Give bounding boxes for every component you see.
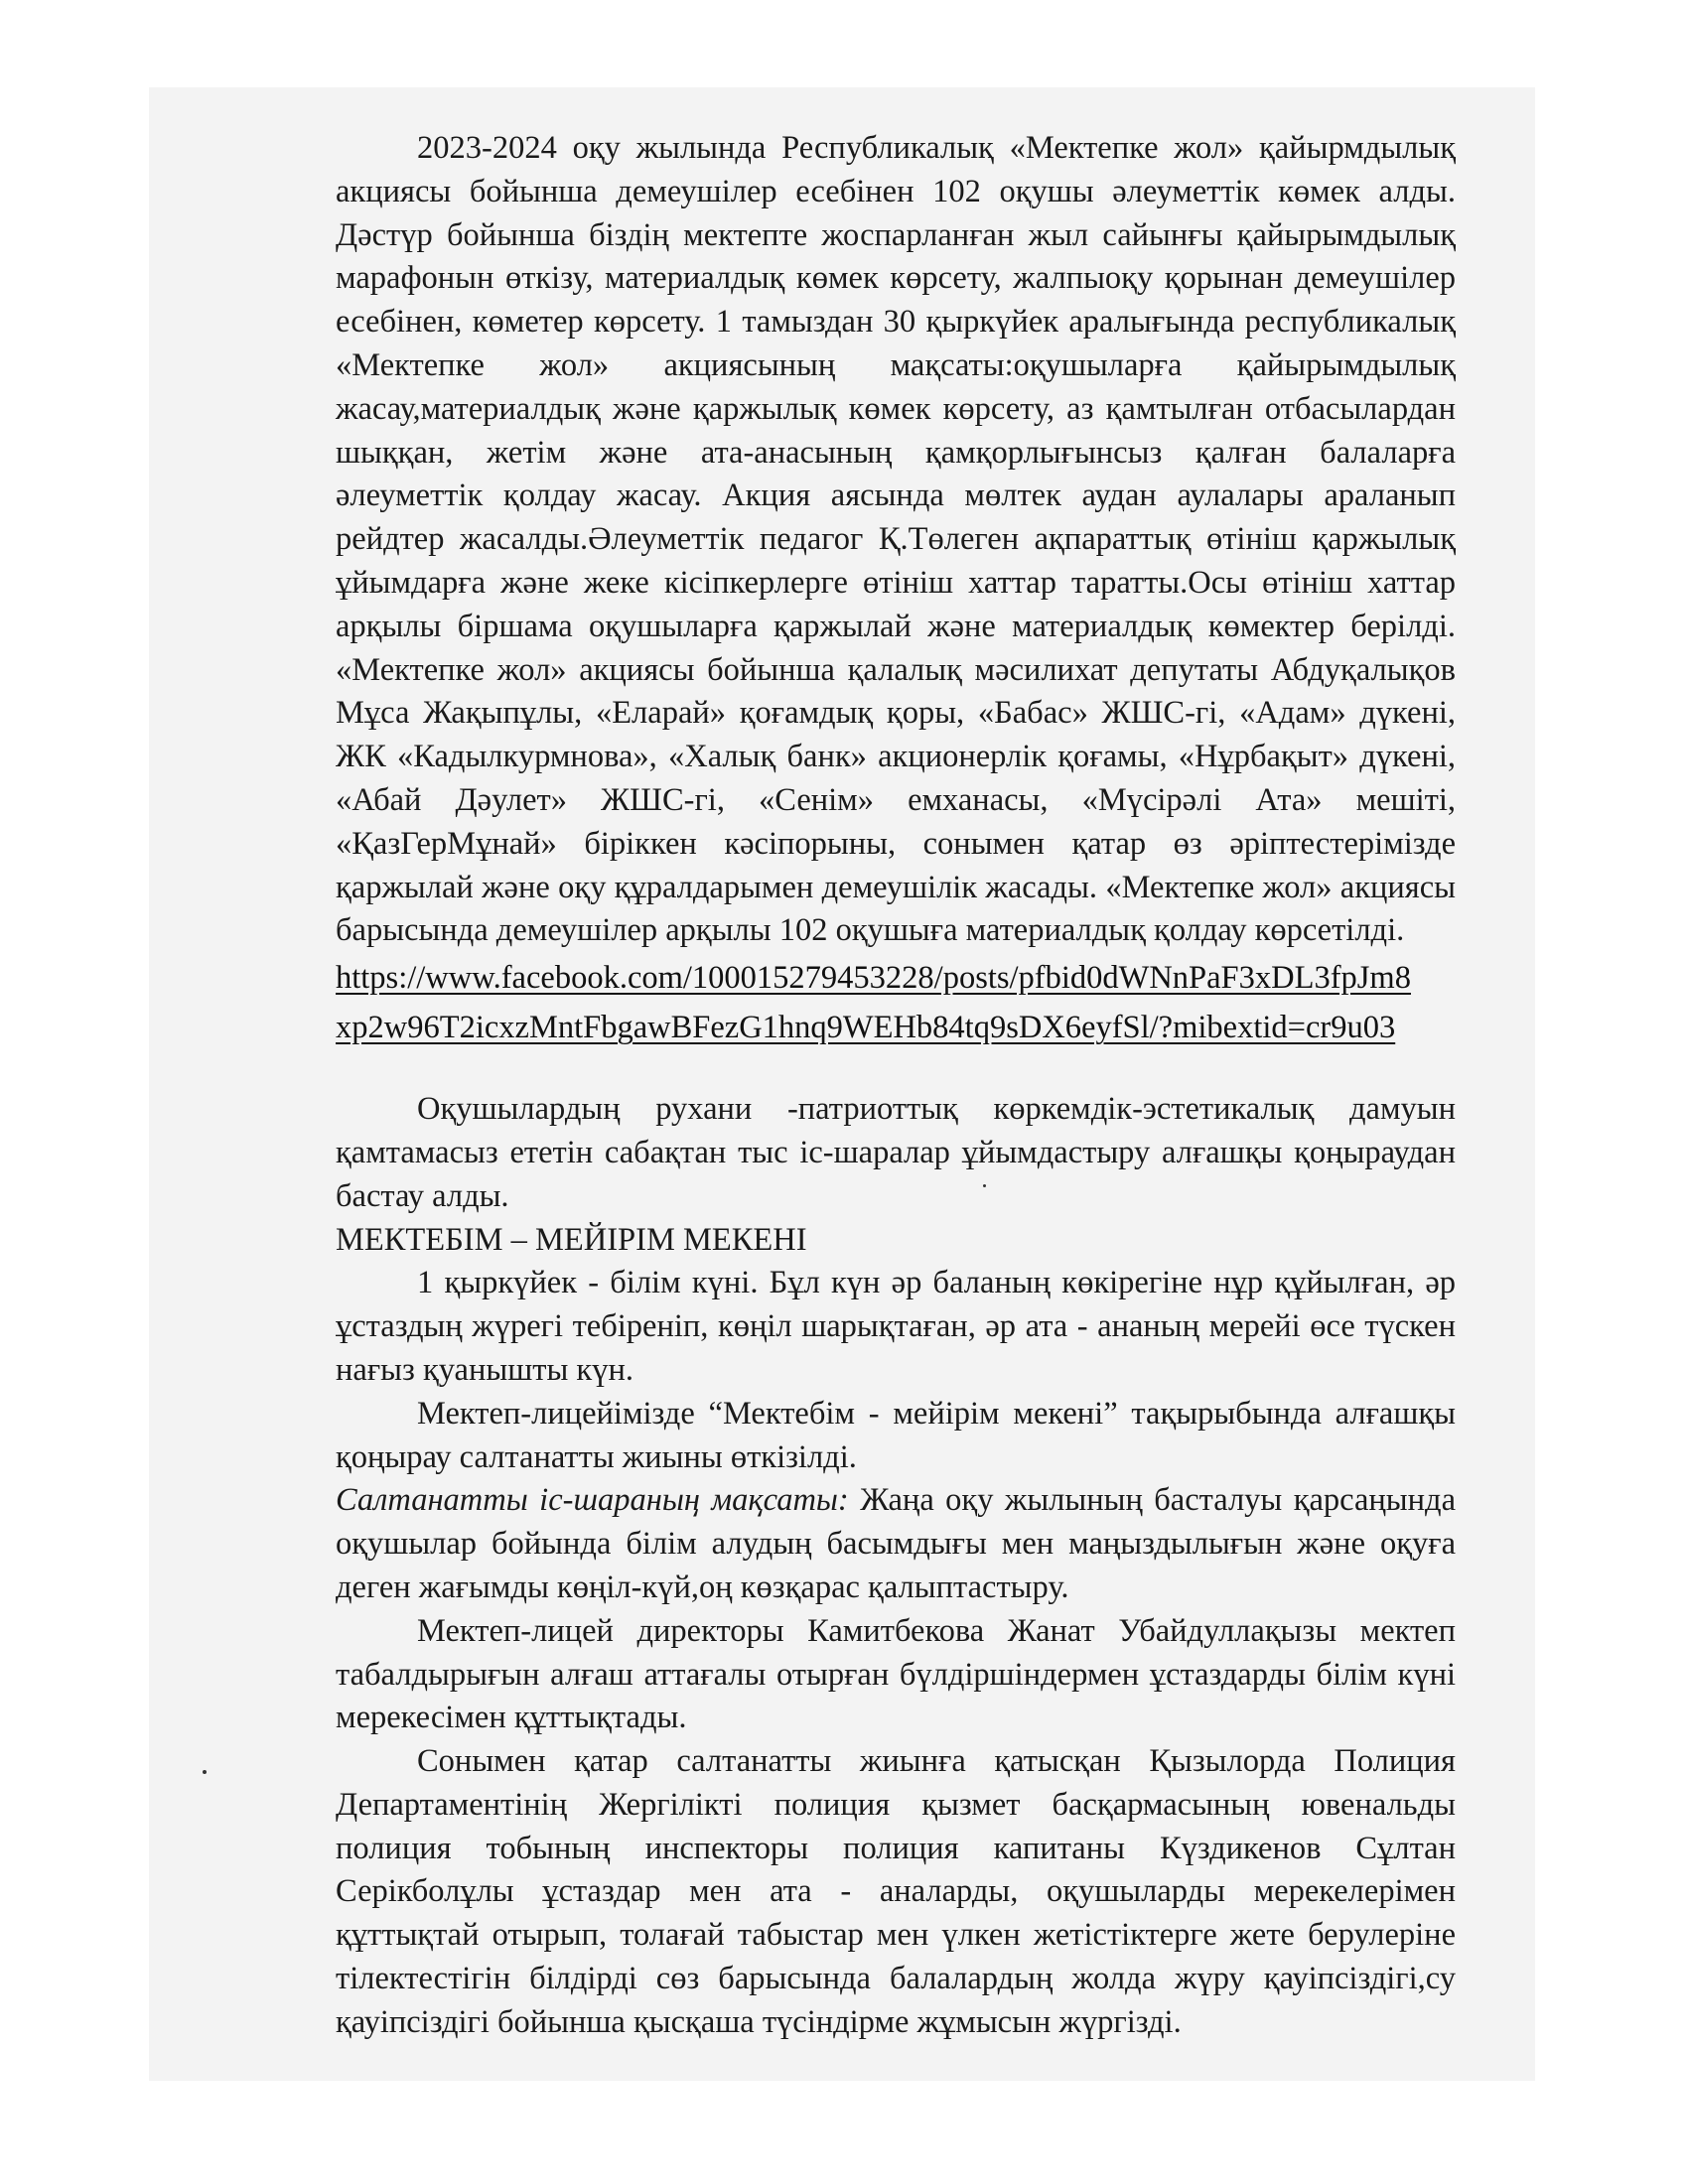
event-goal-label: Салтанатты іс-шараның мақсаты: [336, 1482, 849, 1519]
paragraph-knowledge-day: 1 қыркүйек - білім күні. Бұл күн әр баланың көкірегіне нұр құйылған, әр ұстаздың жүрегі тебіреніп, көңіл шарықтаған, әр ата - ананың мерейі өсе түскен нағыз қуанышты күн. [336, 1265, 1456, 1388]
paragraph-director: Мектеп-лицей директоры Камитбекова Жанат Убайдуллақызы мектеп табалдырығын алғаш аттағалы отырған бүлдіршіндермен ұстаздарды білім күні мерекесімен құттықтады. [336, 1612, 1456, 1736]
facebook-link-line-2[interactable]: xp2w96T2icxzMntFbgawBFezG1hnq9WEHb84tq9sDX6eyfSl/?mibextid=cr9u03 [336, 1010, 1396, 1046]
scan-speck [983, 1184, 986, 1187]
paragraph-first-bell: Мектеп-лицейімізде “Мектебім - мейірім мекені” тақырыбында алғашқы қоңырау салтанатты жиыны өткізілді. [336, 1395, 1456, 1475]
scan-speck [203, 1770, 207, 1774]
paragraph-police: Сонымен қатар салтанатты жиынға қатысқан Қызылорда Полиция Департаментінің Жергілікті полиция қызмет басқармасының ювенальды полиция тобының инспекторы полиция капитаны Күздикенов Сұлтан Серікболұлы ұстаздар мен ата - аналарды, оқушыларды мерекелерімен құттықтай отырып, толағай табыстар мен үлкен жетістіктерге жете берулеріне тілектестігін білдірді сөз барысында балалардың жолда жүру қауіпсіздігі,су қауіпсіздігі бойынша қысқаша түсіндірме жұмысын жүргізді. [336, 1743, 1456, 2040]
paragraph-mektepke-zhol: 2023-2024 оқу жылында Республикалық «Мектепке жол» қайырмдылық акциясы бойынша демеушілер есебінен 102 оқушы әлеуметтік көмек алды. Дәстүр бойынша біздің мектепте жоспарланған жыл сайынғы қайырымдылық марафонын өткізу, материалдық көмек көрсету, жалпыоқу қорынан демеушілер есебінен, көметер көрсету. 1 тамыздан 30 қыркүйек аралығында республикалық «Мектепке жол» акциясының мақсаты:оқушыларға қайырымдылық жасау,материалдық және қаржылық көмек көрсету, аз қамтылған отбасылардан шыққан, жетім және ата-анасының қамқорлығынсыз қалған балаларға әлеуметтік қолдау жасау. Акция аясында мөлтек аудан аулалары араланып рейдтер жасалды.Әлеуметтік педагог Қ.Төлеген ақпараттық өтініш қаржылық ұйымдарға және жеке кісіпкерлерге өтініш хаттар таратты.Осы өтініш хаттар арқылы біршама оқушыларға қаржылай және материалдық көмектер берілді. «Мектепке жол» акциясы бойынша қалалық мәсилихат депутаты Абдуқалықов Мұса Жақыпұлы, «Еларай» қоғамдық қоры, «Бабас» ЖШС-гі, «Адам» дүкені, ЖК «Кадылкурмнова», «Халық банк» акционерлік қоғамы, «Нұрбақыт» дүкені, «Абай Дәулет» ЖШС-гі, «Сенім» емханасы, «Мүсірәлі Ата» мешіті, «ҚазГерМұнай» біріккен кәсіпорыны, сонымен қатар өз әріптестерімізде қаржылай және оқу құралдарымен демеушілік жасады. «Мектепке жол» акциясы барысында демеушілер арқылы 102 оқушыға материалдық қолдау көрсетілді. [336, 130, 1456, 949]
event-goal-text: Жаңа оқу жылының басталуы қарсаңында оқушылар бойында білім алудың басымдығы мен маңыздылығын және оқуға деген жағымды көңіл-күй,оң көзқарас қалыптастыру. [336, 1482, 1456, 1605]
paragraph-event-goal [336, 1479, 1456, 1609]
facebook-link-line-1[interactable]: https://www.facebook.com/100015279453228/posts/pfbid0dWNnPaF3xDL3fpJm8 [336, 960, 1411, 997]
section-heading: МЕКТЕБІМ – МЕЙІРІМ МЕКЕНІ [336, 1221, 807, 1258]
paragraph-extracurricular: Оқушылардың рухани -патриоттық көркемдік-эстетикалық дамуын қамтамасыз ететін сабақтан тыс іс-шаралар ұйымдастыру алғашқы қоңыраудан бастау алды. [336, 1091, 1456, 1214]
document-body [336, 127, 1456, 2045]
